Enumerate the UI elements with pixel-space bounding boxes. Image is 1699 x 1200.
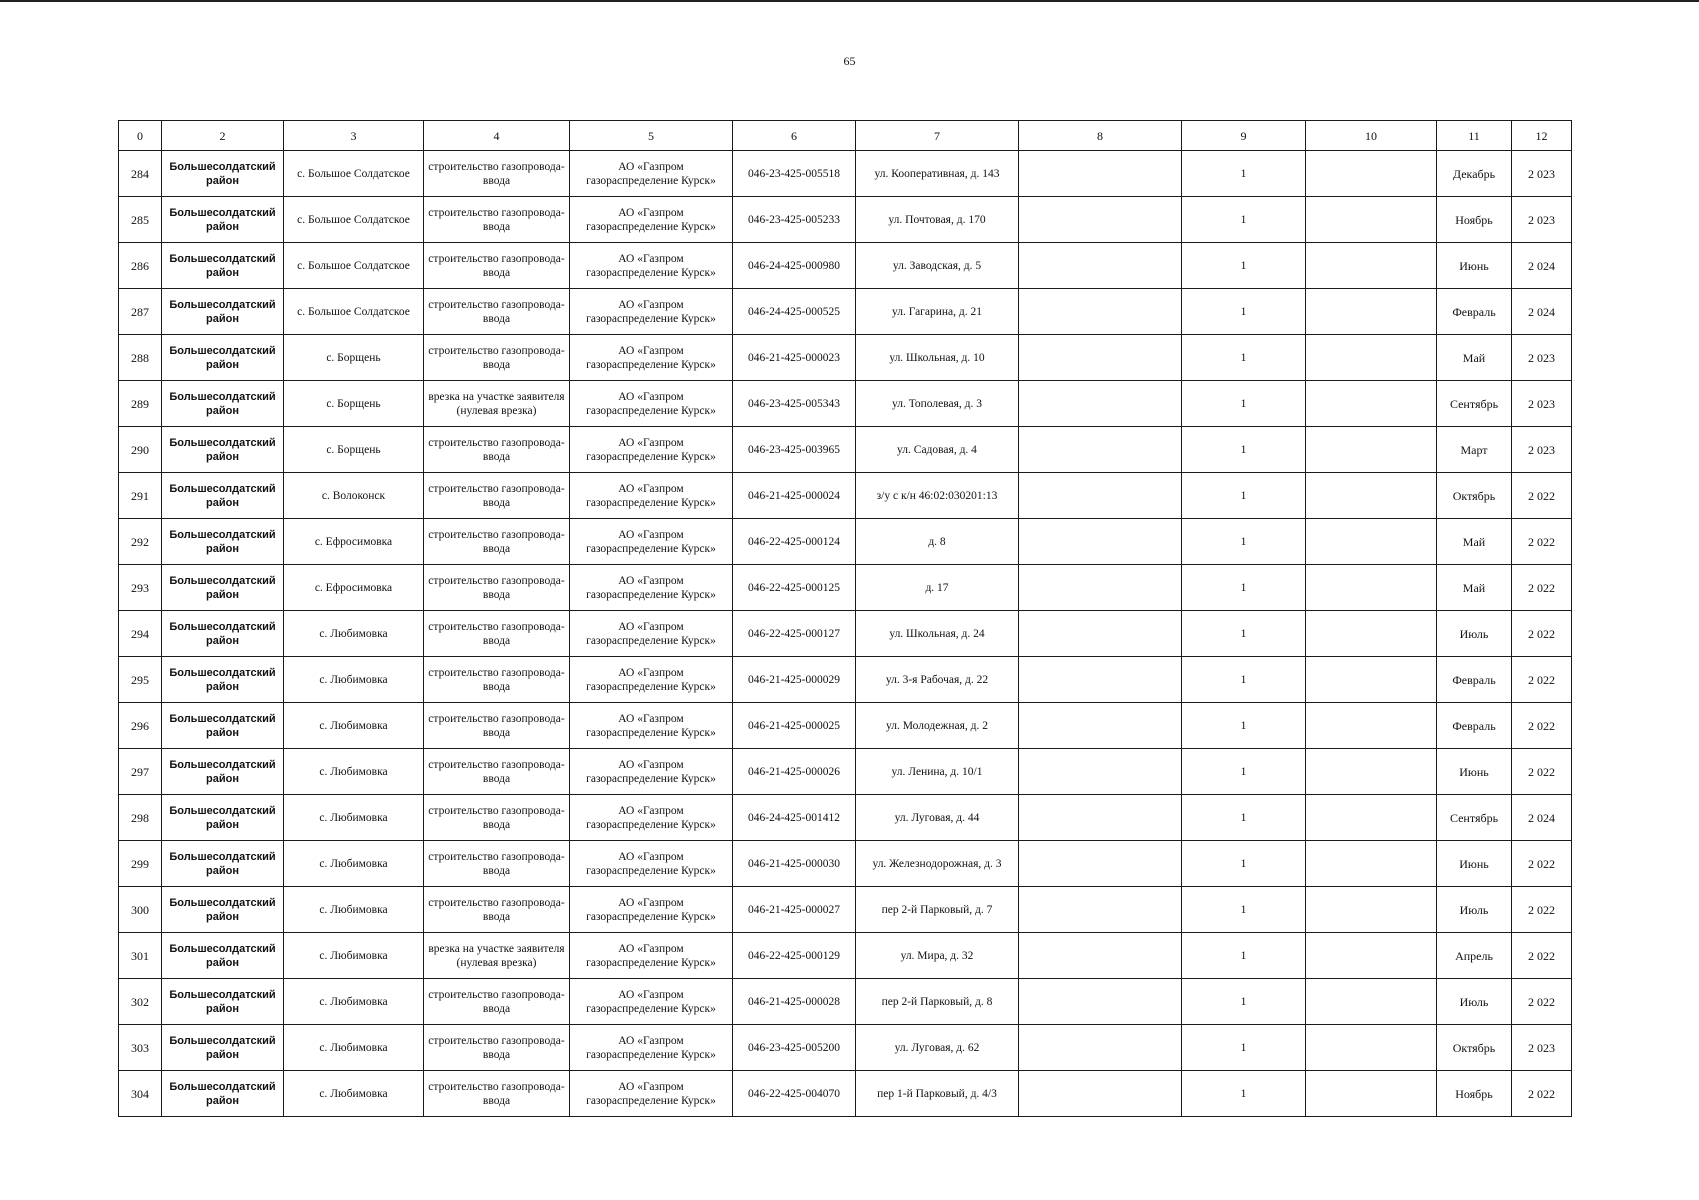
cell-address: ул. Луговая, д. 44 xyxy=(856,795,1019,841)
cell-work-type: строительство газопровода-ввода xyxy=(424,841,570,887)
cell-month: Июнь xyxy=(1437,749,1512,795)
cell-month: Сентябрь xyxy=(1437,795,1512,841)
cell-organization: АО «Газпром газораспределение Курск» xyxy=(570,795,733,841)
cell-district: Большесолдатский район xyxy=(162,197,284,243)
cell-organization: АО «Газпром газораспределение Курск» xyxy=(570,473,733,519)
cell-col-8 xyxy=(1019,979,1182,1025)
table-header xyxy=(119,121,1572,151)
cell-application-id: 046-24-425-000980 xyxy=(733,243,856,289)
cell-year: 2 023 xyxy=(1512,1025,1572,1071)
cell-work-type: строительство газопровода-ввода xyxy=(424,703,570,749)
cell-num: 290 xyxy=(119,427,162,473)
cell-col-10 xyxy=(1306,243,1437,289)
cell-work-type: врезка на участке заявителя (нулевая врезка) xyxy=(424,933,570,979)
cell-month: Июль xyxy=(1437,887,1512,933)
cell-year: 2 022 xyxy=(1512,887,1572,933)
cell-num: 292 xyxy=(119,519,162,565)
cell-district: Большесолдатский район xyxy=(162,473,284,519)
cell-settlement: с. Любимовка xyxy=(284,979,424,1025)
cell-count: 1 xyxy=(1182,1071,1306,1117)
cell-col-10 xyxy=(1306,933,1437,979)
cell-col-8 xyxy=(1019,519,1182,565)
cell-settlement: с. Любимовка xyxy=(284,1071,424,1117)
table-row xyxy=(119,841,1572,887)
cell-num: 287 xyxy=(119,289,162,335)
cell-year: 2 022 xyxy=(1512,473,1572,519)
cell-count: 1 xyxy=(1182,243,1306,289)
cell-work-type: строительство газопровода-ввода xyxy=(424,749,570,795)
cell-settlement: с. Большое Солдатское xyxy=(284,243,424,289)
cell-work-type: строительство газопровода-ввода xyxy=(424,565,570,611)
cell-organization: АО «Газпром газораспределение Курск» xyxy=(570,749,733,795)
cell-address: д. 17 xyxy=(856,565,1019,611)
cell-month: Февраль xyxy=(1437,703,1512,749)
cell-num: 296 xyxy=(119,703,162,749)
cell-count: 1 xyxy=(1182,703,1306,749)
cell-application-id: 046-21-425-000023 xyxy=(733,335,856,381)
cell-district: Большесолдатский район xyxy=(162,289,284,335)
cell-col-10 xyxy=(1306,1025,1437,1071)
cell-work-type: строительство газопровода-ввода xyxy=(424,611,570,657)
cell-district: Большесолдатский район xyxy=(162,335,284,381)
cell-col-10 xyxy=(1306,289,1437,335)
cell-col-10 xyxy=(1306,427,1437,473)
table-row xyxy=(119,197,1572,243)
cell-settlement: с. Большое Солдатское xyxy=(284,197,424,243)
cell-address: з/у с к/н 46:02:030201:13 xyxy=(856,473,1019,519)
cell-col-8 xyxy=(1019,427,1182,473)
cell-address: ул. Луговая, д. 62 xyxy=(856,1025,1019,1071)
cell-count: 1 xyxy=(1182,473,1306,519)
column-header-year: 12 xyxy=(1512,121,1572,151)
cell-settlement: с. Ефросимовка xyxy=(284,519,424,565)
cell-col-10 xyxy=(1306,519,1437,565)
cell-num: 295 xyxy=(119,657,162,703)
cell-application-id: 046-23-425-003965 xyxy=(733,427,856,473)
cell-count: 1 xyxy=(1182,151,1306,197)
cell-organization: АО «Газпром газораспределение Курск» xyxy=(570,1025,733,1071)
cell-address: ул. Гагарина, д. 21 xyxy=(856,289,1019,335)
column-header-settlement: 3 xyxy=(284,121,424,151)
cell-month: Июнь xyxy=(1437,243,1512,289)
cell-year: 2 023 xyxy=(1512,151,1572,197)
cell-col-8 xyxy=(1019,289,1182,335)
cell-application-id: 046-21-425-000026 xyxy=(733,749,856,795)
cell-application-id: 046-21-425-000028 xyxy=(733,979,856,1025)
cell-num: 303 xyxy=(119,1025,162,1071)
cell-count: 1 xyxy=(1182,887,1306,933)
cell-count: 1 xyxy=(1182,749,1306,795)
cell-num: 291 xyxy=(119,473,162,519)
cell-col-10 xyxy=(1306,611,1437,657)
cell-organization: АО «Газпром газораспределение Курск» xyxy=(570,381,733,427)
cell-organization: АО «Газпром газораспределение Курск» xyxy=(570,979,733,1025)
table-row xyxy=(119,335,1572,381)
table-row xyxy=(119,289,1572,335)
cell-year: 2 024 xyxy=(1512,795,1572,841)
cell-col-10 xyxy=(1306,887,1437,933)
cell-count: 1 xyxy=(1182,197,1306,243)
table-row xyxy=(119,473,1572,519)
cell-year: 2 022 xyxy=(1512,703,1572,749)
cell-work-type: врезка на участке заявителя (нулевая врезка) xyxy=(424,381,570,427)
cell-year: 2 022 xyxy=(1512,657,1572,703)
cell-month: Май xyxy=(1437,519,1512,565)
cell-district: Большесолдатский район xyxy=(162,381,284,427)
cell-settlement: с. Любимовка xyxy=(284,795,424,841)
cell-col-8 xyxy=(1019,611,1182,657)
cell-address: ул. Почтовая, д. 170 xyxy=(856,197,1019,243)
cell-year: 2 024 xyxy=(1512,289,1572,335)
cell-col-8 xyxy=(1019,197,1182,243)
cell-organization: АО «Газпром газораспределение Курск» xyxy=(570,427,733,473)
cell-organization: АО «Газпром газораспределение Курск» xyxy=(570,933,733,979)
cell-address: пер 1-й Парковый, д. 4/3 xyxy=(856,1071,1019,1117)
cell-col-8 xyxy=(1019,933,1182,979)
cell-application-id: 046-21-425-000030 xyxy=(733,841,856,887)
cell-work-type: строительство газопровода-ввода xyxy=(424,427,570,473)
cell-address: ул. Молодежная, д. 2 xyxy=(856,703,1019,749)
cell-col-10 xyxy=(1306,335,1437,381)
cell-settlement: с. Борщень xyxy=(284,335,424,381)
table-row xyxy=(119,657,1572,703)
cell-organization: АО «Газпром газораспределение Курск» xyxy=(570,657,733,703)
cell-organization: АО «Газпром газораспределение Курск» xyxy=(570,335,733,381)
cell-application-id: 046-23-425-005518 xyxy=(733,151,856,197)
cell-month: Февраль xyxy=(1437,289,1512,335)
table-row xyxy=(119,427,1572,473)
cell-col-10 xyxy=(1306,657,1437,703)
table-row xyxy=(119,565,1572,611)
cell-settlement: с. Любимовка xyxy=(284,657,424,703)
cell-count: 1 xyxy=(1182,565,1306,611)
cell-application-id: 046-22-425-000129 xyxy=(733,933,856,979)
cell-address: ул. Железнодорожная, д. 3 xyxy=(856,841,1019,887)
cell-num: 302 xyxy=(119,979,162,1025)
cell-organization: АО «Газпром газораспределение Курск» xyxy=(570,151,733,197)
cell-settlement: с. Борщень xyxy=(284,381,424,427)
cell-month: Май xyxy=(1437,565,1512,611)
cell-district: Большесолдатский район xyxy=(162,565,284,611)
cell-settlement: с. Любимовка xyxy=(284,1025,424,1071)
cell-month: Апрель xyxy=(1437,933,1512,979)
table-row xyxy=(119,933,1572,979)
cell-col-8 xyxy=(1019,703,1182,749)
cell-settlement: с. Любимовка xyxy=(284,933,424,979)
page-number: 65 xyxy=(843,54,856,68)
cell-num: 304 xyxy=(119,1071,162,1117)
cell-col-8 xyxy=(1019,795,1182,841)
cell-year: 2 023 xyxy=(1512,197,1572,243)
cell-month: Декабрь xyxy=(1437,151,1512,197)
cell-application-id: 046-22-425-000124 xyxy=(733,519,856,565)
cell-district: Большесолдатский район xyxy=(162,151,284,197)
table-row xyxy=(119,381,1572,427)
cell-application-id: 046-21-425-000027 xyxy=(733,887,856,933)
cell-district: Большесолдатский район xyxy=(162,795,284,841)
cell-organization: АО «Газпром газораспределение Курск» xyxy=(570,197,733,243)
cell-month: Ноябрь xyxy=(1437,197,1512,243)
cell-col-10 xyxy=(1306,151,1437,197)
cell-work-type: строительство газопровода-ввода xyxy=(424,289,570,335)
cell-month: Февраль xyxy=(1437,657,1512,703)
column-header-address: 7 xyxy=(856,121,1019,151)
table-row xyxy=(119,887,1572,933)
page-top-edge xyxy=(0,0,1699,2)
cell-address: ул. Школьная, д. 24 xyxy=(856,611,1019,657)
column-header-count: 9 xyxy=(1182,121,1306,151)
column-header-num: 0 xyxy=(119,121,162,151)
cell-district: Большесолдатский район xyxy=(162,979,284,1025)
cell-organization: АО «Газпром газораспределение Курск» xyxy=(570,703,733,749)
cell-col-8 xyxy=(1019,1025,1182,1071)
cell-address: пер 2-й Парковый, д. 8 xyxy=(856,979,1019,1025)
cell-count: 1 xyxy=(1182,519,1306,565)
cell-work-type: строительство газопровода-ввода xyxy=(424,243,570,289)
table-row xyxy=(119,151,1572,197)
cell-col-8 xyxy=(1019,749,1182,795)
cell-col-8 xyxy=(1019,565,1182,611)
cell-year: 2 022 xyxy=(1512,979,1572,1025)
cell-application-id: 046-21-425-000024 xyxy=(733,473,856,519)
cell-organization: АО «Газпром газораспределение Курск» xyxy=(570,565,733,611)
cell-count: 1 xyxy=(1182,795,1306,841)
cell-work-type: строительство газопровода-ввода xyxy=(424,473,570,519)
cell-year: 2 022 xyxy=(1512,611,1572,657)
cell-count: 1 xyxy=(1182,933,1306,979)
cell-address: ул. Школьная, д. 10 xyxy=(856,335,1019,381)
cell-col-10 xyxy=(1306,1071,1437,1117)
cell-district: Большесолдатский район xyxy=(162,519,284,565)
column-header-col-8: 8 xyxy=(1019,121,1182,151)
table-row xyxy=(119,519,1572,565)
cell-organization: АО «Газпром газораспределение Курск» xyxy=(570,887,733,933)
cell-district: Большесолдатский район xyxy=(162,1025,284,1071)
cell-work-type: строительство газопровода-ввода xyxy=(424,795,570,841)
cell-year: 2 023 xyxy=(1512,381,1572,427)
cell-application-id: 046-22-425-000125 xyxy=(733,565,856,611)
cell-year: 2 022 xyxy=(1512,1071,1572,1117)
cell-year: 2 022 xyxy=(1512,933,1572,979)
cell-work-type: строительство газопровода-ввода xyxy=(424,197,570,243)
cell-col-8 xyxy=(1019,841,1182,887)
cell-col-10 xyxy=(1306,565,1437,611)
cell-month: Октябрь xyxy=(1437,1025,1512,1071)
cell-district: Большесолдатский район xyxy=(162,933,284,979)
cell-settlement: с. Большое Солдатское xyxy=(284,289,424,335)
cell-col-8 xyxy=(1019,887,1182,933)
cell-num: 294 xyxy=(119,611,162,657)
cell-organization: АО «Газпром газораспределение Курск» xyxy=(570,289,733,335)
cell-application-id: 046-23-425-005200 xyxy=(733,1025,856,1071)
cell-count: 1 xyxy=(1182,335,1306,381)
cell-col-10 xyxy=(1306,703,1437,749)
cell-col-8 xyxy=(1019,335,1182,381)
cell-col-10 xyxy=(1306,979,1437,1025)
cell-col-10 xyxy=(1306,749,1437,795)
cell-district: Большесолдатский район xyxy=(162,611,284,657)
cell-year: 2 022 xyxy=(1512,749,1572,795)
cell-month: Май xyxy=(1437,335,1512,381)
cell-district: Большесолдатский район xyxy=(162,243,284,289)
cell-district: Большесолдатский район xyxy=(162,427,284,473)
cell-num: 286 xyxy=(119,243,162,289)
cell-num: 297 xyxy=(119,749,162,795)
cell-district: Большесолдатский район xyxy=(162,703,284,749)
cell-col-8 xyxy=(1019,151,1182,197)
cell-organization: АО «Газпром газораспределение Курск» xyxy=(570,243,733,289)
cell-num: 301 xyxy=(119,933,162,979)
cell-month: Ноябрь xyxy=(1437,1071,1512,1117)
cell-year: 2 023 xyxy=(1512,427,1572,473)
cell-count: 1 xyxy=(1182,657,1306,703)
cell-address: пер 2-й Парковый, д. 7 xyxy=(856,887,1019,933)
cell-month: Июль xyxy=(1437,611,1512,657)
column-header-organization: 5 xyxy=(570,121,733,151)
cell-col-10 xyxy=(1306,795,1437,841)
column-header-application-id: 6 xyxy=(733,121,856,151)
cell-year: 2 022 xyxy=(1512,841,1572,887)
cell-year: 2 022 xyxy=(1512,519,1572,565)
cell-work-type: строительство газопровода-ввода xyxy=(424,979,570,1025)
header-row xyxy=(119,121,1572,151)
cell-col-8 xyxy=(1019,1071,1182,1117)
cell-address: ул. Ленина, д. 10/1 xyxy=(856,749,1019,795)
cell-settlement: с. Любимовка xyxy=(284,703,424,749)
cell-application-id: 046-24-425-001412 xyxy=(733,795,856,841)
cell-district: Большесолдатский район xyxy=(162,1071,284,1117)
cell-work-type: строительство газопровода-ввода xyxy=(424,1071,570,1117)
cell-settlement: с. Волоконск xyxy=(284,473,424,519)
cell-month: Октябрь xyxy=(1437,473,1512,519)
gas-connection-register-table xyxy=(118,120,1572,1117)
cell-num: 284 xyxy=(119,151,162,197)
cell-application-id: 046-21-425-000025 xyxy=(733,703,856,749)
cell-district: Большесолдатский район xyxy=(162,887,284,933)
cell-year: 2 023 xyxy=(1512,335,1572,381)
cell-num: 289 xyxy=(119,381,162,427)
column-header-district: 2 xyxy=(162,121,284,151)
table-row xyxy=(119,1071,1572,1117)
table-row xyxy=(119,795,1572,841)
cell-col-8 xyxy=(1019,381,1182,427)
cell-col-8 xyxy=(1019,473,1182,519)
cell-work-type: строительство газопровода-ввода xyxy=(424,657,570,703)
table-row xyxy=(119,1025,1572,1071)
table-body xyxy=(119,151,1572,1117)
cell-col-8 xyxy=(1019,243,1182,289)
cell-num: 299 xyxy=(119,841,162,887)
cell-address: д. 8 xyxy=(856,519,1019,565)
cell-num: 285 xyxy=(119,197,162,243)
table-row xyxy=(119,749,1572,795)
cell-work-type: строительство газопровода-ввода xyxy=(424,335,570,381)
cell-address: ул. 3-я Рабочая, д. 22 xyxy=(856,657,1019,703)
cell-address: ул. Садовая, д. 4 xyxy=(856,427,1019,473)
column-header-month: 11 xyxy=(1437,121,1512,151)
cell-organization: АО «Газпром газораспределение Курск» xyxy=(570,1071,733,1117)
cell-num: 298 xyxy=(119,795,162,841)
cell-count: 1 xyxy=(1182,289,1306,335)
cell-settlement: с. Большое Солдатское xyxy=(284,151,424,197)
cell-settlement: с. Ефросимовка xyxy=(284,565,424,611)
cell-month: Март xyxy=(1437,427,1512,473)
cell-year: 2 024 xyxy=(1512,243,1572,289)
cell-col-10 xyxy=(1306,841,1437,887)
cell-district: Большесолдатский район xyxy=(162,657,284,703)
cell-organization: АО «Газпром газораспределение Курск» xyxy=(570,611,733,657)
cell-application-id: 046-21-425-000029 xyxy=(733,657,856,703)
cell-year: 2 022 xyxy=(1512,565,1572,611)
cell-month: Июль xyxy=(1437,979,1512,1025)
cell-settlement: с. Борщень xyxy=(284,427,424,473)
column-header-col-10: 10 xyxy=(1306,121,1437,151)
cell-num: 293 xyxy=(119,565,162,611)
table-row xyxy=(119,979,1572,1025)
cell-num: 288 xyxy=(119,335,162,381)
cell-month: Июнь xyxy=(1437,841,1512,887)
cell-application-id: 046-23-425-005233 xyxy=(733,197,856,243)
cell-address: ул. Тополевая, д. 3 xyxy=(856,381,1019,427)
cell-settlement: с. Любимовка xyxy=(284,749,424,795)
cell-count: 1 xyxy=(1182,611,1306,657)
cell-application-id: 046-22-425-000127 xyxy=(733,611,856,657)
cell-col-10 xyxy=(1306,473,1437,519)
cell-num: 300 xyxy=(119,887,162,933)
table-row xyxy=(119,703,1572,749)
cell-organization: АО «Газпром газораспределение Курск» xyxy=(570,519,733,565)
cell-work-type: строительство газопровода-ввода xyxy=(424,887,570,933)
cell-col-10 xyxy=(1306,197,1437,243)
table-row xyxy=(119,243,1572,289)
cell-address: ул. Кооперативная, д. 143 xyxy=(856,151,1019,197)
cell-application-id: 046-22-425-004070 xyxy=(733,1071,856,1117)
cell-settlement: с. Любимовка xyxy=(284,611,424,657)
cell-col-10 xyxy=(1306,381,1437,427)
cell-work-type: строительство газопровода-ввода xyxy=(424,519,570,565)
cell-count: 1 xyxy=(1182,841,1306,887)
column-header-work-type: 4 xyxy=(424,121,570,151)
cell-count: 1 xyxy=(1182,979,1306,1025)
cell-district: Большесолдатский район xyxy=(162,841,284,887)
cell-district: Большесолдатский район xyxy=(162,749,284,795)
cell-count: 1 xyxy=(1182,1025,1306,1071)
cell-organization: АО «Газпром газораспределение Курск» xyxy=(570,841,733,887)
cell-settlement: с. Любимовка xyxy=(284,887,424,933)
cell-address: ул. Мира, д. 32 xyxy=(856,933,1019,979)
cell-work-type: строительство газопровода-ввода xyxy=(424,151,570,197)
cell-address: ул. Заводская, д. 5 xyxy=(856,243,1019,289)
cell-month: Сентябрь xyxy=(1437,381,1512,427)
cell-count: 1 xyxy=(1182,427,1306,473)
cell-application-id: 046-23-425-005343 xyxy=(733,381,856,427)
cell-col-8 xyxy=(1019,657,1182,703)
cell-settlement: с. Любимовка xyxy=(284,841,424,887)
cell-count: 1 xyxy=(1182,381,1306,427)
cell-application-id: 046-24-425-000525 xyxy=(733,289,856,335)
cell-work-type: строительство газопровода-ввода xyxy=(424,1025,570,1071)
table-row xyxy=(119,611,1572,657)
